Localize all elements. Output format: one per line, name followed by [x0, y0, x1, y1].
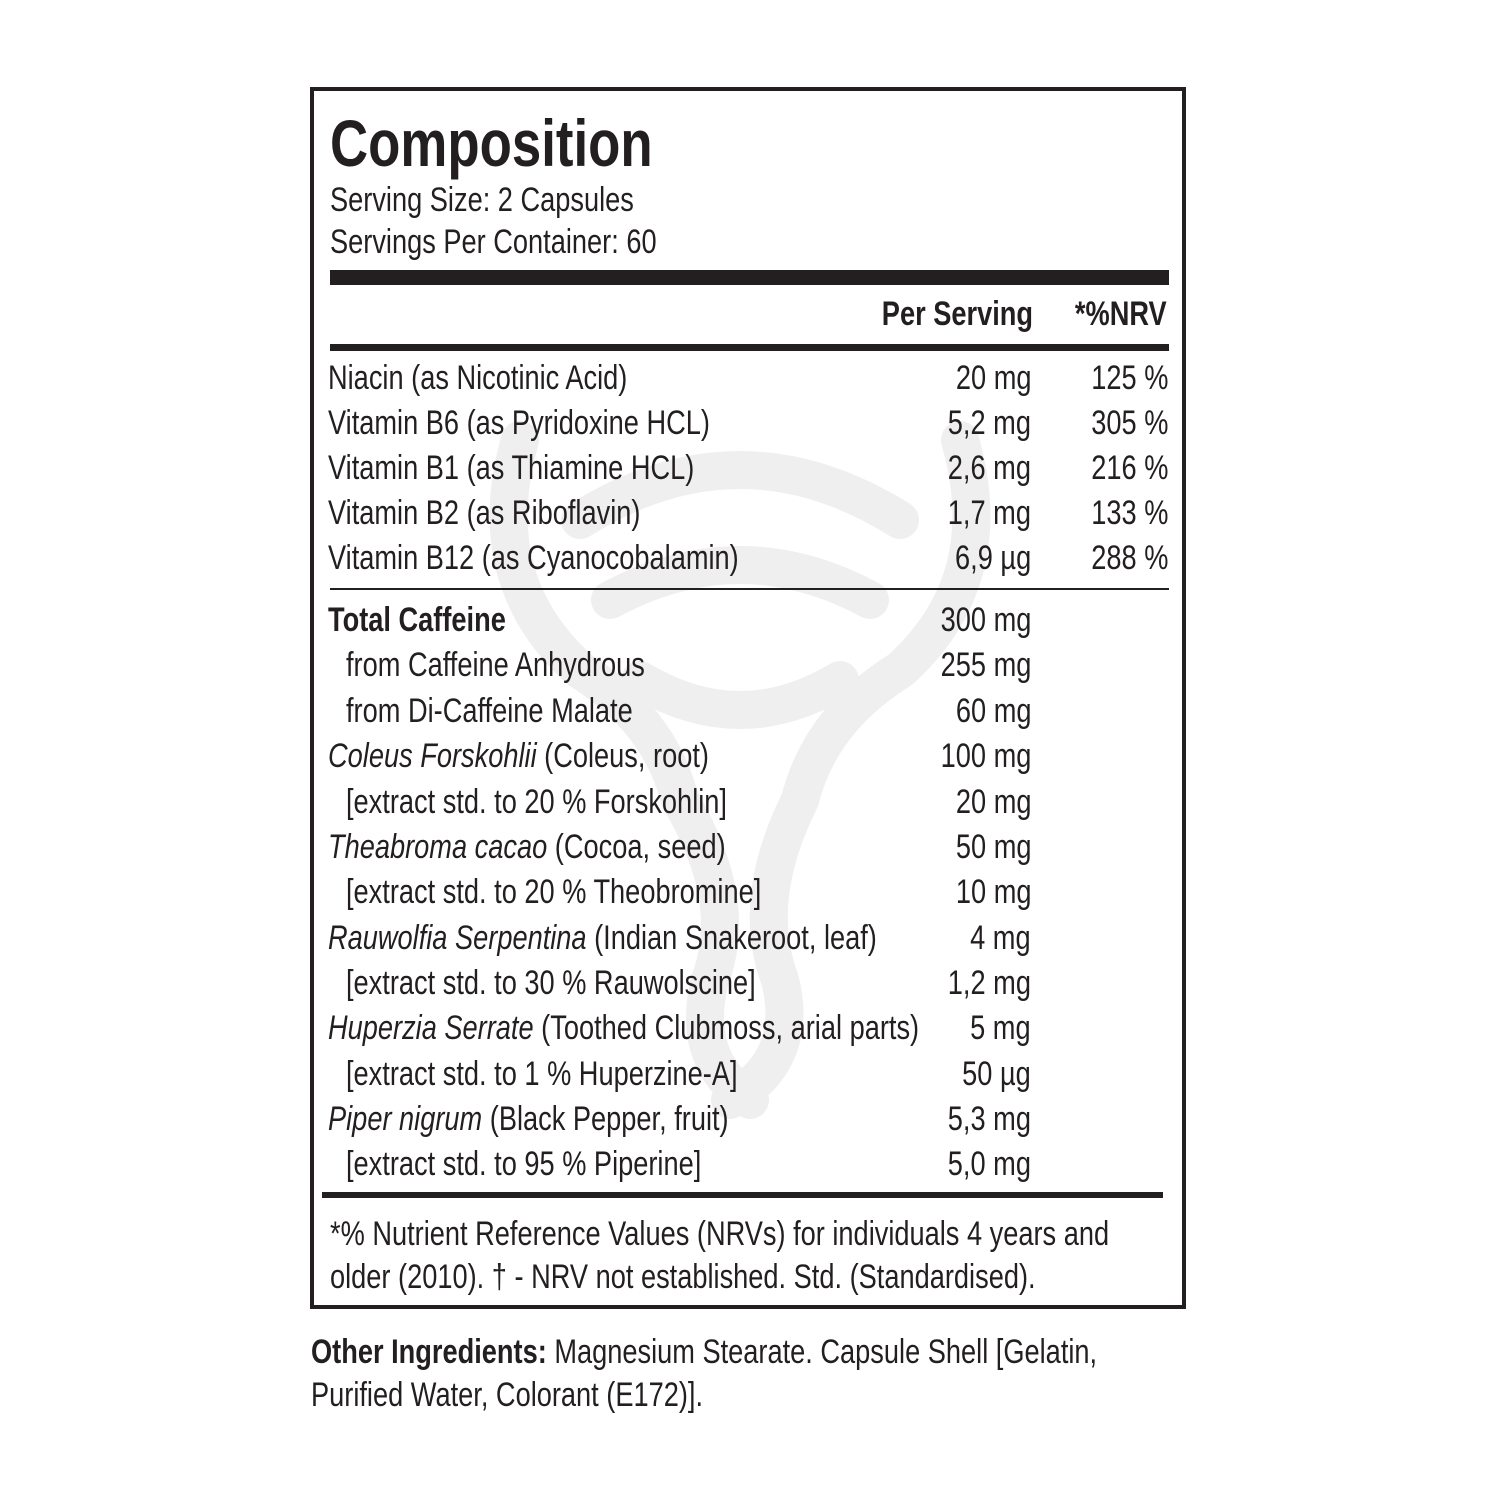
ingredient-name: Piper nigrum (Black Pepper, fruit) — [328, 1100, 729, 1138]
table-row — [328, 536, 1168, 581]
ingredient-amount: 5,0 mg — [947, 1145, 1031, 1183]
ingredient-name: [extract std. to 95 % Piperine] — [346, 1145, 702, 1183]
other-ingredients: Other Ingredients: Magnesium Stearate. Capsule Shell [Gelatin, Purified Water, Colorant (E172)]. — [311, 1333, 1098, 1414]
ingredient-amount: 6,9 µg — [954, 539, 1031, 577]
latin-name: Coleus Forskohlii — [328, 737, 537, 775]
ingredient-name: Niacin (as Nicotinic Acid) — [328, 359, 628, 397]
table-row — [328, 356, 1168, 401]
ingredient-name: Huperzia Serrate (Toothed Clubmoss, arial parts) — [328, 1009, 920, 1047]
ingredient-amount: 300 mg — [940, 601, 1031, 639]
ingredient-amount: 50 mg — [955, 828, 1031, 866]
ingredient-amount: 1,2 mg — [947, 964, 1031, 1002]
table-row — [328, 916, 1168, 961]
bottom-divider — [322, 1192, 1163, 1198]
ingredient-name: Total Caffeine — [328, 601, 506, 639]
latin-name: Theabroma cacao — [328, 828, 548, 866]
ingredient-name: [extract std. to 1 % Huperzine-A] — [346, 1055, 738, 1093]
ingredient-amount: 4 mg — [970, 919, 1031, 957]
table-row — [328, 870, 1168, 915]
servings-per-container: Servings Per Container: 60 — [330, 223, 657, 261]
ingredient-name: Rauwolfia Serpentina (Indian Snakeroot, leaf) — [328, 919, 877, 957]
ingredient-name: [extract std. to 30 % Rauwolscine] — [346, 964, 756, 1002]
ingredient-nrv: 288 % — [1090, 539, 1168, 577]
table-row — [328, 1097, 1168, 1142]
table-row — [328, 1006, 1168, 1051]
thin-divider — [330, 588, 1169, 590]
table-row — [328, 961, 1168, 1006]
ingredient-amount: 5,3 mg — [947, 1100, 1031, 1138]
header-nrv: *%NRV — [1075, 295, 1167, 333]
ingredient-amount: 5,2 mg — [947, 404, 1031, 442]
thick-divider — [330, 270, 1169, 285]
serving-size: Serving Size: 2 Capsules — [330, 181, 634, 219]
header-per-serving: Per Serving — [881, 295, 1033, 333]
ingredient-name: Vitamin B12 (as Cyanocobalamin) — [328, 539, 739, 577]
latin-name: Huperzia Serrate — [328, 1009, 534, 1047]
ingredient-amount: 60 mg — [955, 692, 1031, 730]
ingredient-name: Coleus Forskohlii (Coleus, root) — [328, 737, 709, 775]
ingredient-nrv: 133 % — [1090, 494, 1168, 532]
table-row — [328, 689, 1168, 734]
panel-title: Composition — [330, 106, 653, 180]
ingredient-amount: 100 mg — [940, 737, 1031, 775]
nrv-footnote: *% Nutrient Reference Values (NRVs) for individuals 4 years and older (2010). † - NRV not established. Std. (Standardised). — [330, 1215, 1110, 1296]
table-row — [328, 734, 1168, 779]
table-row — [328, 1142, 1168, 1187]
table-row — [328, 491, 1168, 536]
latin-name: Rauwolfia Serpentina — [328, 919, 587, 957]
ingredient-name: [extract std. to 20 % Theobromine] — [346, 873, 762, 911]
ingredient-name: Vitamin B1 (as Thiamine HCL) — [328, 449, 695, 487]
ingredient-amount: 255 mg — [940, 646, 1031, 684]
table-row — [328, 825, 1168, 870]
ingredient-amount: 5 mg — [970, 1009, 1031, 1047]
ingredient-amount: 10 mg — [955, 873, 1031, 911]
latin-name: Piper nigrum — [328, 1100, 483, 1138]
ingredient-name: from Caffeine Anhydrous — [346, 646, 645, 684]
other-ingredients-label: Other Ingredients: — [311, 1333, 547, 1371]
ingredient-amount: 50 µg — [962, 1055, 1031, 1093]
ingredient-name: Vitamin B6 (as Pyridoxine HCL) — [328, 404, 710, 442]
table-row — [328, 446, 1168, 491]
table-row — [328, 780, 1168, 825]
ingredient-amount: 1,7 mg — [947, 494, 1031, 532]
ingredient-name: Theabroma cacao (Cocoa, seed) — [328, 828, 726, 866]
ingredient-nrv: 305 % — [1090, 404, 1168, 442]
ingredient-nrv: 125 % — [1090, 359, 1168, 397]
header-divider — [330, 344, 1169, 351]
ingredient-name: [extract std. to 20 % Forskohlin] — [346, 783, 727, 821]
ingredient-name: from Di-Caffeine Malate — [346, 692, 633, 730]
ingredient-name: Vitamin B2 (as Riboflavin) — [328, 494, 641, 532]
table-row — [328, 598, 1168, 643]
ingredient-amount: 2,6 mg — [947, 449, 1031, 487]
ingredient-nrv: 216 % — [1090, 449, 1168, 487]
table-row — [328, 1052, 1168, 1097]
table-row — [328, 643, 1168, 688]
ingredient-amount: 20 mg — [955, 783, 1031, 821]
ingredient-amount: 20 mg — [955, 359, 1031, 397]
table-row — [328, 401, 1168, 446]
